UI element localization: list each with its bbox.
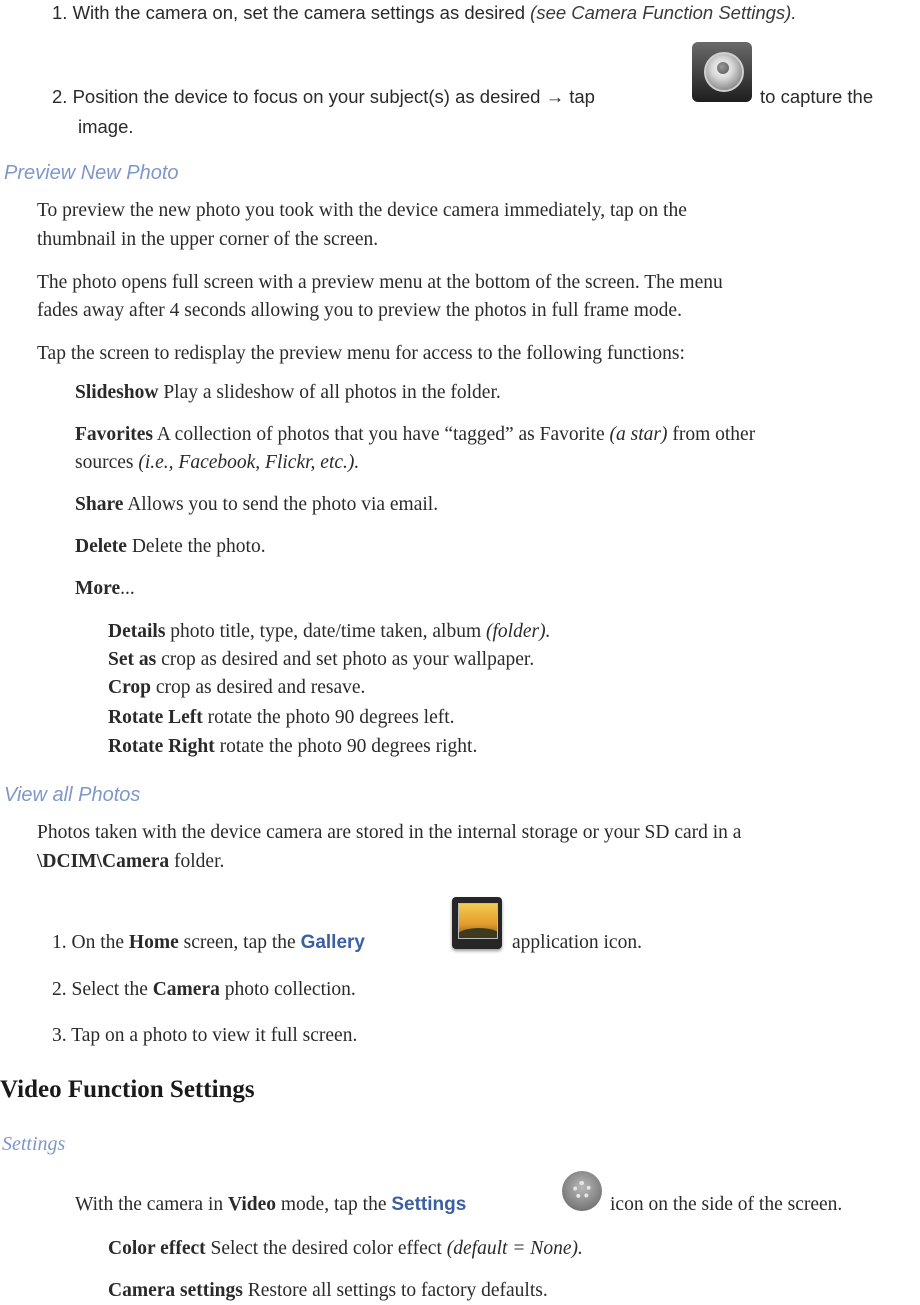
- settings-icon: [562, 1171, 602, 1211]
- function-more: More...: [75, 578, 135, 599]
- section-settings: Settings: [2, 1133, 66, 1155]
- more-details: Details photo title, type, date/time taken, album (folder).: [108, 621, 551, 642]
- function-delete: Delete Delete the photo.: [75, 536, 266, 557]
- view-all-para: Photos taken with the device camera are stored in the internal storage or your SD card in a: [37, 822, 742, 843]
- view-all-path: \DCIM\Camera folder.: [37, 851, 225, 872]
- function-favorites-line2: sources (i.e., Facebook, Flickr, etc.).: [75, 452, 360, 473]
- camera-shutter-icon: [692, 42, 752, 102]
- function-share: Share Allows you to send the photo via email.: [75, 494, 439, 515]
- capture-step-1: 1. With the camera on, set the camera settings as desired (see Camera Function Settings).: [52, 2, 797, 23]
- gallery-step-3: 3. Tap on a photo to view it full screen.: [52, 1025, 358, 1046]
- video-settings-intro-tail: icon on the side of the screen.: [610, 1194, 843, 1215]
- gallery-step-1: 1. On the Home screen, tap the Gallery: [52, 932, 365, 953]
- gallery-step-2: 2. Select the Camera photo collection.: [52, 979, 356, 1000]
- preview-para-2b: fades away after 4 seconds allowing you to preview the photos in full frame mode.: [37, 300, 682, 321]
- video-setting-color-effect: Color effect Select the desired color effect (default = None).: [108, 1238, 583, 1259]
- preview-para-2: The photo opens full screen with a preview menu at the bottom of the screen. The menu: [37, 272, 723, 293]
- section-view-all-photos: View all Photos: [4, 784, 141, 806]
- gallery-icon: [452, 897, 502, 949]
- video-settings-intro: With the camera in Video mode, tap the Settings: [75, 1194, 467, 1215]
- preview-para-3: Tap the screen to redisplay the preview menu for access to the following functions:: [37, 343, 685, 364]
- more-rotate-left: Rotate Left rotate the photo 90 degrees left.: [108, 707, 455, 728]
- more-crop: Crop crop as desired and resave.: [108, 677, 366, 698]
- function-slideshow: Slideshow Play a slideshow of all photos in the folder.: [75, 382, 501, 403]
- capture-step-2-tail: to capture the: [760, 86, 874, 107]
- function-favorites: Favorites A collection of photos that you have “tagged” as Favorite (a star) from other: [75, 424, 756, 445]
- more-rotate-right: Rotate Right rotate the photo 90 degrees right.: [108, 736, 478, 757]
- gallery-step-1-tail: application icon.: [512, 932, 642, 953]
- preview-para-1: To preview the new photo you took with the device camera immediately, tap on the: [37, 200, 687, 221]
- preview-para-1b: thumbnail in the upper corner of the screen.: [37, 229, 379, 250]
- more-set-as: Set as crop as desired and set photo as your wallpaper.: [108, 649, 535, 670]
- capture-step-2-cont: image.: [78, 116, 134, 137]
- video-setting-camera-settings: Camera settings Restore all settings to factory defaults.: [108, 1280, 548, 1301]
- heading-video-function-settings: Video Function Settings: [0, 1076, 255, 1103]
- section-preview-new-photo: Preview New Photo: [4, 162, 179, 184]
- capture-step-2: 2. Position the device to focus on your subject(s) as desired → tap: [52, 86, 595, 107]
